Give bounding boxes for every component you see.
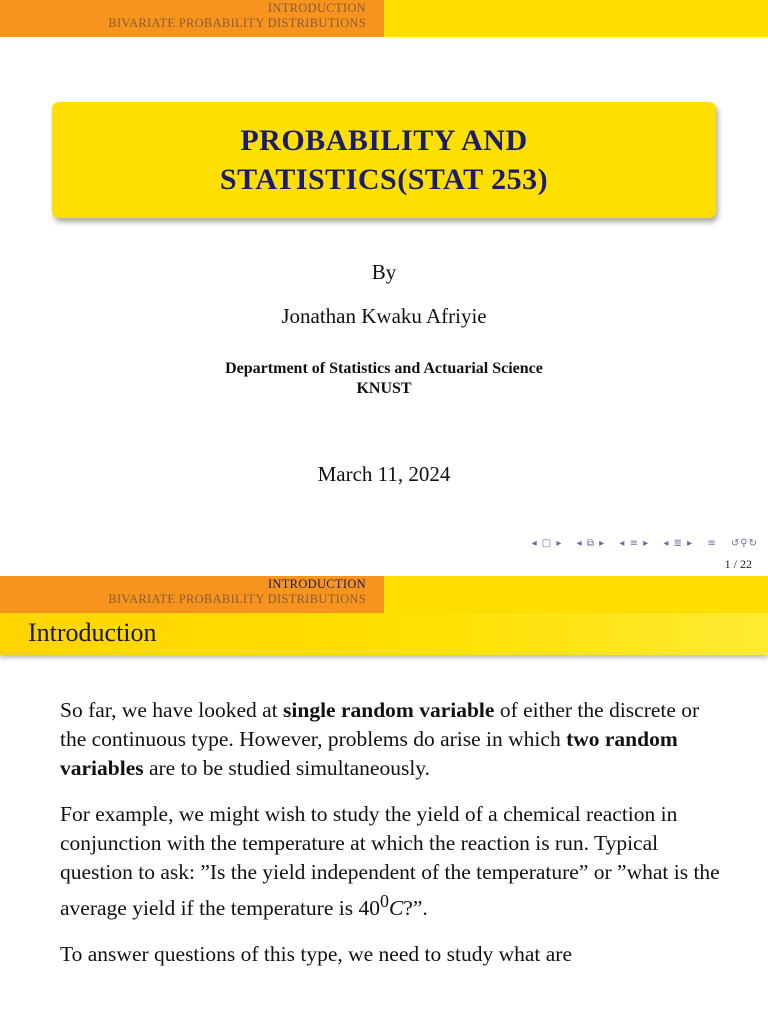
introduction-slide bbox=[0, 576, 768, 1024]
slide-body bbox=[60, 696, 720, 986]
bold-term-single-rv: single random variable bbox=[283, 698, 495, 722]
institution-name: KNUST bbox=[356, 380, 412, 397]
nav-section-introduction[interactable]: INTRODUCTION bbox=[267, 1, 366, 15]
paragraph-3: To answer questions of this type, we need to study what are bbox=[60, 942, 572, 967]
paragraph-2 bbox=[60, 800, 720, 923]
nav-section-bivariate[interactable]: BIVARIATE PROBABILITY DISTRIBUTIONS bbox=[108, 16, 366, 30]
header-sections-panel bbox=[0, 0, 384, 37]
subsection-nav-icon[interactable]: ◂ ⧉ ▸ bbox=[576, 538, 606, 549]
unit-symbol: C bbox=[388, 896, 404, 921]
frame-nav-icon[interactable]: ◂ ▢ ▸ bbox=[531, 538, 563, 549]
text-run: So far, we have looked at bbox=[60, 698, 284, 722]
header-sections-panel bbox=[0, 576, 384, 613]
paragraph-1 bbox=[60, 696, 720, 783]
superscript: 0 bbox=[379, 891, 389, 911]
title-box bbox=[52, 102, 716, 218]
text-run: are to be studied simultaneously. bbox=[143, 756, 431, 780]
text-run: of either the discrete or the continuous type. However, problems do arise in which bbox=[60, 698, 700, 751]
frame-title-band bbox=[0, 613, 768, 655]
by-label: By bbox=[371, 260, 397, 284]
header-nav-bar bbox=[0, 576, 768, 613]
section-nav-icon[interactable]: ◂ ≡ ▸ bbox=[619, 538, 650, 549]
frame-title: Introduction bbox=[28, 618, 157, 647]
page-number: 1 / 22 bbox=[724, 557, 752, 571]
nav-section-introduction[interactable]: INTRODUCTION bbox=[267, 577, 366, 591]
subsubsection-nav-icon[interactable]: ◂ ≣ ▸ bbox=[663, 538, 694, 549]
nav-section-bivariate[interactable]: BIVARIATE PROBABILITY DISTRIBUTIONS bbox=[108, 592, 366, 606]
presentation-title: PROBABILITY AND STATISTICS(STAT 253) bbox=[219, 124, 549, 196]
presentation-date: March 11, 2024 bbox=[317, 462, 451, 486]
beamer-navigation-controls bbox=[522, 538, 758, 549]
text-run: ?”. bbox=[403, 896, 428, 921]
bold-term-two-rv: two random variables bbox=[60, 727, 678, 780]
text-run: For example, we might wish to study the yield of a chemical reaction in conjunction with the temperature at which the reaction is run. Typical question to ask: ”Is the yield independent of the temperature” or ”what is the average yield if the temperature is 40 bbox=[60, 802, 720, 921]
author-name: Jonathan Kwaku Afriyie bbox=[281, 304, 487, 328]
document-nav-icon[interactable]: ≡ bbox=[707, 538, 717, 549]
department-name: Department of Statistics and Actuarial Science bbox=[225, 360, 543, 377]
header-nav-bar bbox=[0, 0, 768, 37]
header-right-band bbox=[384, 576, 768, 613]
header-right-band bbox=[384, 0, 768, 37]
search-icon[interactable]: ↺⚲↻ bbox=[730, 538, 758, 549]
